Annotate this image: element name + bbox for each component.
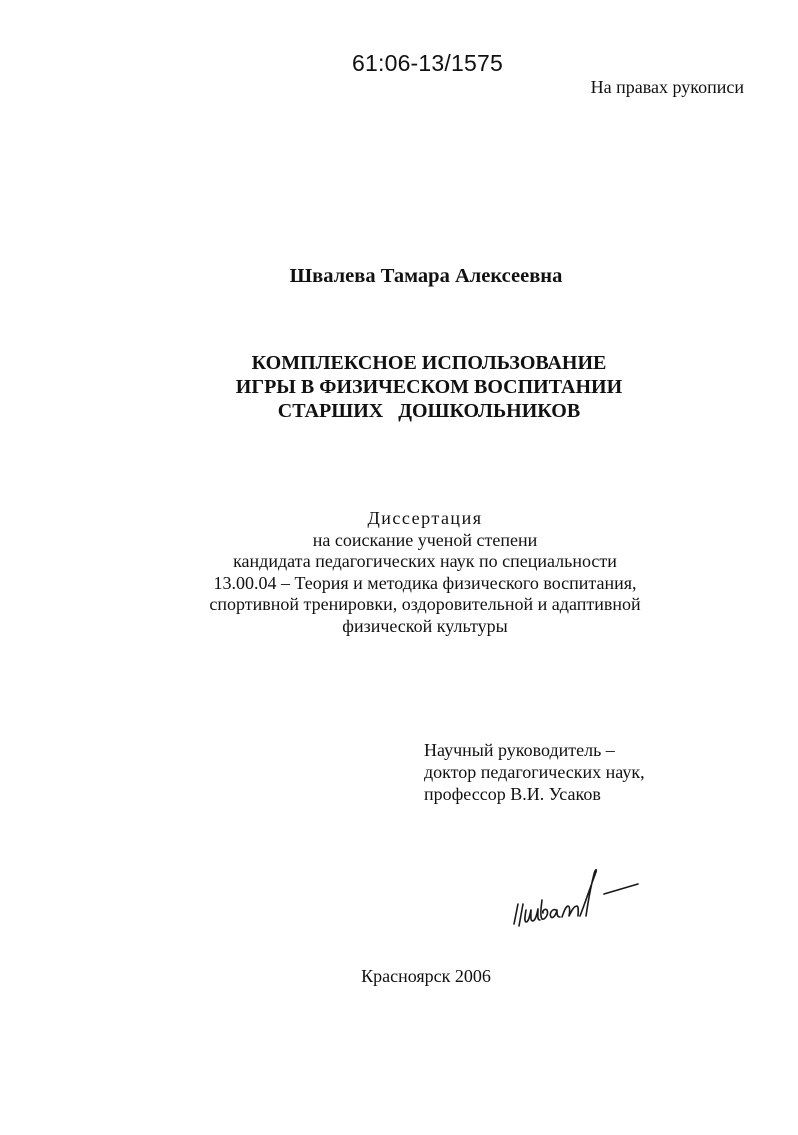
description-line: физической культуры: [342, 615, 508, 636]
handwritten-signature: [512, 858, 642, 938]
rights-note: На правах рукописи: [590, 77, 744, 97]
supervisor-line: доктор педагогических наук,: [424, 762, 645, 782]
description-line: на соискание ученой степени: [312, 529, 538, 550]
supervisor-line: Научный руководитель –: [424, 740, 615, 760]
dissertation-description: [0, 508, 798, 637]
dissertation-title: [0, 351, 798, 423]
description-line: Диссертация: [367, 508, 483, 528]
title-line: ИГРЫ В ФИЗИЧЕСКОМ ВОСПИТАНИИ: [235, 376, 623, 398]
catalog-code: 61:06-13/1575: [352, 50, 503, 76]
title-line: КОМПЛЕКСНОЕ ИСПОЛЬЗОВАНИЕ: [251, 352, 607, 374]
city-year: Красноярск 2006: [361, 966, 491, 986]
author-name: Швалева Тамара Алексеевна: [289, 265, 563, 287]
supervisor-line: профессор В.И. Усаков: [424, 784, 601, 804]
title-line: СТАРШИХ ДОШКОЛЬНИКОВ: [277, 400, 581, 422]
supervisor-block: [424, 739, 645, 805]
description-line: спортивной тренировки, оздоровительной и адаптивной: [209, 594, 641, 614]
description-line: кандидата педагогических наук по специальности: [233, 551, 617, 571]
description-line: 13.00.04 – Теория и методика физического воспитания,: [213, 572, 637, 593]
